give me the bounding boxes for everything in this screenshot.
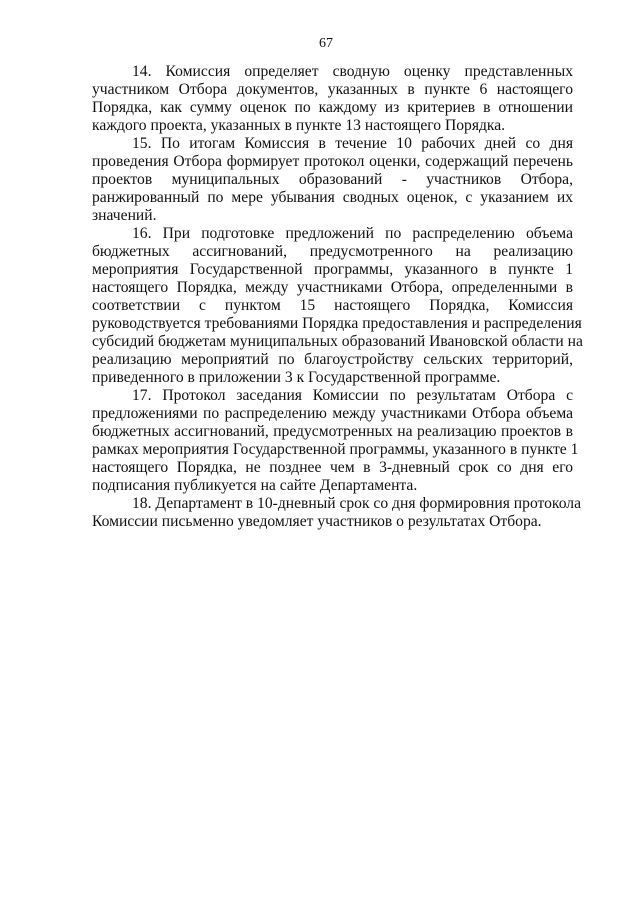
paragraph-line: проектов муниципальных образований - участников Отбора, [92, 171, 573, 188]
page-number: 67 [319, 36, 333, 51]
paragraph-line: Комиссии письменно уведомляет участников о результатах Отбора. [92, 513, 542, 530]
paragraph-18 [92, 495, 582, 531]
paragraph-17 [92, 387, 579, 495]
paragraph-line: рамках мероприятия Государственной программы, указанного в пункте 1 [92, 441, 579, 458]
paragraph-line: предложениями по распределению между участниками Отбора объема [92, 405, 573, 422]
paragraph-line: 15. По итогам Комиссия в течение 10 рабочих дней со дня [132, 135, 573, 152]
paragraph-line: настоящего Порядка, между участниками Отбора, определенными в [92, 279, 573, 296]
paragraph-line: 17. Протокол заседания Комиссии по результатам Отбора с [132, 387, 573, 404]
paragraph-16 [92, 225, 583, 387]
paragraph-line: ранжированный по мере убывания сводных оценок, с указанием их [92, 189, 573, 206]
paragraph-line: настоящего Порядка, не позднее чем в 3-дневный срок со дня его [92, 459, 573, 476]
paragraph-14 [92, 63, 573, 135]
paragraph-line: приведенного в приложении 3 к Государственной программе. [92, 369, 501, 386]
paragraph-line: проведения Отбора формирует протокол оценки, содержащий перечень [92, 153, 573, 170]
paragraph-line: реализацию мероприятий по благоустройству сельских территорий, [92, 351, 573, 368]
paragraph-line: участником Отбора документов, указанных в пункте 6 настоящего [92, 81, 573, 98]
paragraph-line: каждого проекта, указанных в пункте 13 настоящего Порядка. [92, 117, 506, 134]
paragraph-line: 18. Департамент в 10-дневный срок со дня формировния протокола [132, 495, 582, 512]
paragraph-line: 14. Комиссия определяет сводную оценку представленных [132, 63, 573, 80]
paragraph-line: подписания публикуется на сайте Департамента. [92, 477, 418, 494]
paragraph-line: 16. При подготовке предложений по распределению объема [132, 225, 573, 242]
paragraph-line: Порядка, как сумму оценок по каждому из критериев в отношении [92, 99, 573, 116]
paragraph-line: субсидий бюджетам муниципальных образований Ивановской области на [92, 333, 583, 350]
paragraph-line: значений. [92, 207, 157, 224]
paragraph-line: бюджетных ассигнований, предусмотренных на реализацию проектов в [92, 423, 573, 440]
paragraph-line: мероприятия Государственной программы, указанного в пункте 1 [92, 261, 573, 278]
paragraph-line: бюджетных ассигнований, предусмотренного на реализацию [92, 243, 573, 260]
document-body [92, 63, 583, 531]
paragraph-15 [92, 135, 573, 225]
paragraph-line: соответствии с пунктом 15 настоящего Порядка, Комиссия [92, 297, 573, 314]
paragraph-line: руководствуется требованиями Порядка предоставления и распределения [92, 315, 582, 332]
